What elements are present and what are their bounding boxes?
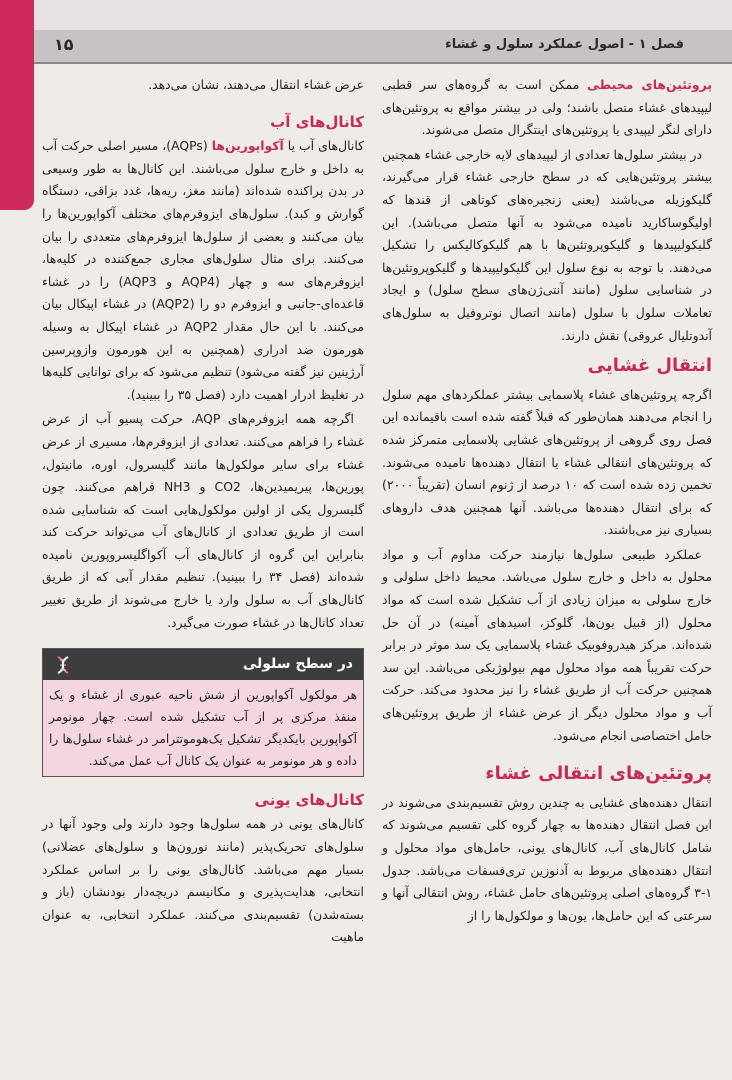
paragraph-text: ممکن است به گروه‌های سر قطبی لیپیدهای غشاء متصل باشند؛ ولی در بیشتر مواقع به پروتئین‌های دارای لنگر لیپیدی یا پروتئین‌های اینتگرال متصل می‌شوند. xyxy=(382,77,712,138)
paragraph-ion-channels: کانال‌های یونی در همه سلول‌ها وجود دارند ولی وجود آنها در سلول‌های تحریک‌پذیر (مانند نورون‌ها و سلول‌های عضلانی) بسیار مهم می‌باشد. کانال‌های یونی را بر اساس عملکرد انتخابی، هدایت‌پذیری و مکانیسم دریچه‌دار بودنشان (باز و بسته‌شدن) تقسیم‌بندی می‌کنند. عملکرد انتخابی، به عنوان ماهیت xyxy=(42,816,364,945)
paragraph-glycocalyx: در بیشتر سلول‌ها تعدادی از لیپیدهای لایه خارجی غشاء همچنین بیشتر پروتئین‌هایی که در سطح خارجی غشاء قرار می‌گیرند، گلیکوزیله می‌باشند (یعنی زنجیره‌های کوتاهی از قندها که اولیگوساکارید نامیده می‌شود به آنها متصل می‌باشد). این گلیکولیپیدها و گلیکوپروتئین‌ها با هم گلیکوکالیکس را تشکیل می‌دهند. با توجه به نوع سلول این گلیکولیپیدها و گلیکوپروتئین‌ها در شناسایی سلول (مانند آنتی‌ژن‌های سطح سلول) و ایجاد تعاملات سلول با سلول (مانند اتصال نوتروفیل به سلول‌های آندوتلیال عروقی) نقش دارند. xyxy=(382,146,712,343)
paragraph-transporters: اگرچه پروتئین‌های غشاء پلاسمایی بیشتر عملکردهای مهم سلول را انجام می‌دهند همان‌طور که قبلاً گفته شده است باقیمانده این فصل روی گروهی از پروتئین‌های غشایی پلاسمایی متمرکز شده که پروتئین‌های انتقالی غشاء یا انتقال دهنده‌ها نامیده می‌شوند. تخمین زده شده است که ۱۰ درصد از ژنوم انسان (تقریباً ۲۰۰۰) که برای انتقال دهنده‌ها می‌باشد. آنها همچنین هدف داروهای بسیاری نیز می‌باشند. xyxy=(382,386,712,538)
paragraph-text: کانال‌های آب یا xyxy=(283,138,364,154)
term-peripheral-proteins: پروتئین‌های محیطی xyxy=(587,77,712,92)
right-column xyxy=(382,74,712,929)
heading-ion-channels: کانال‌های یونی xyxy=(254,790,364,809)
cellular-level-box-title: در سطح سلولی xyxy=(242,656,353,673)
left-column xyxy=(42,74,364,951)
chapter-edge-tab xyxy=(0,0,34,210)
paragraph-aqp-isoforms: اگرچه همه ایزوفرم‌های AQP، حرکت پسیو آب از عرض غشاء را فراهم می‌کنند. تعدادی از ایزوفرم‌ها، مسیری از عرض غشاء برای سایر مولکول‌ها مانند گلیسرول، اوره، مانیتول، پورین‌ها، پیریمیدین‌ها، CO2 و NH3 فراهم می‌کنند. چون گلیسرول یکی از اولین مولکول‌هایی است که شناسایی شده است از طریق تعدادی از کانال‌های آب می‌تواند حرکت کند بنابراین این گروه از کانال‌های آب آکواگلیسروپورین نامیده شده‌اند (فصل ۳۴ را ببینید). تنظیم مقدار آبی که از طریق کانال‌های آب به سلول وارد یا خارج می‌شوند از طریق تغییر تعداد کانال‌ها در غشاء صورت می‌گیرد. xyxy=(42,411,364,630)
cellular-level-box-header xyxy=(43,649,363,680)
dna-icon xyxy=(53,655,73,675)
heading-membrane-transport: انتقال غشایی xyxy=(587,355,712,377)
paragraph-text: (AQPs)، مسیر اصلی حرکت آب به داخل و خارج سلول می‌باشند. این کانال‌ها به طور وسیعی در بدن پراکنده شده‌اند (مانند مغز، ریه‌ها، غدد بزاقی، دستگاه گوارش و کبد). سلول‌های ایزوفرم‌های مختلف آکواپورین‌ها را بیان می‌کنند و بعضی از سلول‌ها ایزوفرم‌های متعددی را بیان می‌کنند. برای مثال سلول‌های مجاری جمع‌کننده در کلیه‌ها، ایزوفرم‌های سه و چهار (AQP4 و AQP3) را در غشاء قاعده‌ای-جانبی و ایزوفرم دو را (AQP2) در غشاء اپیکال بیان می‌کنند. با این حال مقدار AQP2 در غشاء اپیکال به وسیله هورمون ضد ادراری (همچنین به این هورمون وازوپرسین آرژینین نیز گفته می‌شود) تنظیم می‌شود که برای توانایی کلیه‌ها در تغلیظ ادرار اهمیت دارد (فصل ۳۵ را ببینید). xyxy=(42,138,364,402)
term-aquaporins: آکواپورین‌ها xyxy=(211,138,284,154)
page-number: ۱۵ xyxy=(54,35,74,54)
paragraph-hydrophobic-barrier: عملکرد طبیعی سلول‌ها نیازمند حرکت مداوم آب و مواد محلول به داخل و خارج سلول می‌باشد. محیط داخل سلولی و خارج سلولی به میزان زیادی از آب تشکیل شده است که مواد محلول (از قبیل یون‌ها، گلوکز، اسیدهای آمینه) در آن حل شده‌اند. مرکز هیدروفوبیک غشاء پلاسمایی یک سد موثر در برابر حرکت تقریباً همه مواد محلول مهم بیولوژیکی می‌باشد. این سد همچنین حرکت آب از طریق غشاء را نیز محدود می‌کند. حرکت آب و مواد محلول دیگر از عرض غشاء از طریق پروتئین‌های حامل اختصاصی انجام می‌شود. xyxy=(382,546,712,743)
cellular-level-box-text: هر مولکول آکواپورین از شش ناحیه عبوری از غشاء و یک منفذ مرکزی پر از آب تشکیل شده است. چهار مونومر آکواپورین بایکدیگر تشکیل یک‌هوموتترامر در غشاء سلول‌ها را داده و هر مونومر به عنوان یک کانال آب عمل می‌کند. xyxy=(49,687,357,768)
paragraph-aquaporins xyxy=(42,135,364,406)
heading-transport-proteins: پروتئین‌های انتقالی غشاء xyxy=(485,763,712,785)
running-header-title: فصل ۱ - اصول عملکرد سلول و غشاء xyxy=(445,37,684,52)
cellular-level-box xyxy=(42,648,364,777)
paragraph-continued: عرض غشاء انتقال می‌دهند، نشان می‌دهد. xyxy=(148,77,364,92)
paragraph-transport-classes: انتقال دهنده‌های غشایی به چندین روش تقسیم‌بندی می‌شوند در این فصل انتقال دهنده‌ها به چهار گروه کلی تقسیم می‌شوند که شامل کانال‌های آب، کانال‌های یونی، حامل‌های مواد محلول و انتقال دهنده‌های مربوط به آدنوزین تری‌فسفات می‌باشد. جدول ۱-۳ گروه‌های اصلی پروتئین‌های حامل غشاء، روش انتقالی آنها و سرعتی که این حامل‌ها، یون‌ها و مولکول‌ها را از xyxy=(382,794,712,923)
heading-water-channels: کانال‌های آب xyxy=(270,112,364,131)
running-header xyxy=(34,30,732,64)
paragraph-peripheral-proteins xyxy=(382,74,712,142)
